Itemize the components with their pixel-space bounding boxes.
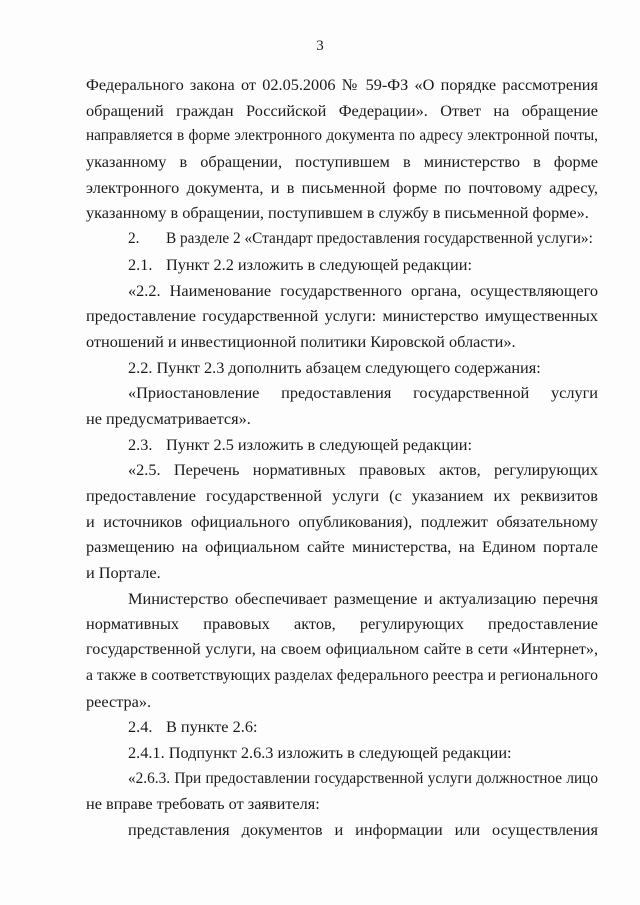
text-line: размещению на официальном сайте министерства, на Едином портале (86, 537, 598, 557)
text-line: не вправе требовать от заявителя: (86, 794, 320, 814)
text-line: «2.2. Наименование государственного органа, осуществляющего (128, 280, 598, 300)
text-line: государственной услуги, на своем официальном сайте в сети «Интернет», (86, 641, 598, 659)
line-text: Пункт 2.5 изложить в следующей редакции: (166, 434, 472, 454)
text-line: предоставление государственной услуги (с указанием их реквизитов (86, 486, 598, 505)
text-line (86, 432, 598, 458)
line-text: В пункте 2.6: (166, 717, 258, 737)
text-line (86, 226, 598, 252)
text-line: представления документов и информации или осуществления (128, 819, 598, 839)
text-line: и Портале. (86, 563, 161, 583)
item-number: 2.3. (128, 434, 153, 454)
text-line: предоставление государственной услуги: министерство имущественных (86, 306, 598, 326)
text-line: Федерального закона от 02.05.2006 № 59-ФЗ «О порядке рассмотрения (86, 75, 598, 94)
item-number: 2.1. (128, 254, 153, 274)
text-line (86, 252, 598, 278)
item-number: 2.4. (128, 717, 153, 737)
text-line: обращений граждан Российской Федерации». Ответ на обращение (86, 100, 598, 120)
text-line: Министерство обеспечивает размещение и актуализацию перечня (128, 588, 598, 608)
text-line: не предусматривается». (86, 408, 251, 428)
document-body (86, 72, 598, 843)
text-line: и источников официального опубликования), подлежит обязательному (86, 511, 598, 531)
text-line: нормативных правовых актов, регулирующих предоставление (86, 614, 598, 634)
text-line: указанному в обращении, поступившем в министерство в форме (86, 152, 598, 172)
text-line: отношений и инвестиционной политики Кировской области». (86, 331, 516, 351)
text-line: направляется в форме электронного документа по адресу электронной почты, (86, 127, 598, 145)
line-text: В разделе 2 «Стандарт предоставления государственной услуги»: (166, 230, 593, 248)
text-line: электронного документа, и в письменной форме по почтовому адресу, (86, 177, 598, 197)
text-line: а также в соответствующих разделах федерального реестра и регионального (86, 666, 598, 684)
item-number: 2. (128, 230, 140, 248)
text-line: «2.5. Перечень нормативных правовых актов, регулирующих (128, 460, 598, 480)
text-line: 2.2. Пункт 2.3 дополнить абзацем следующего содержания: (128, 357, 541, 377)
text-line (86, 714, 598, 740)
text-line: «Приостановление предоставления государственной услуги (128, 383, 598, 403)
text-line: реестра». (86, 691, 152, 711)
text-line: 2.4.1. Подпункт 2.6.3 изложить в следующей редакции: (128, 742, 512, 762)
page-number: 3 (316, 38, 324, 54)
line-text: Пункт 2.2 изложить в следующей редакции: (166, 254, 472, 274)
text-line: «2.6.3. При предоставлении государственной услуги должностное лицо (128, 769, 598, 787)
text-line: указанному в обращении, поступившем в службу в письменной форме». (86, 203, 589, 223)
